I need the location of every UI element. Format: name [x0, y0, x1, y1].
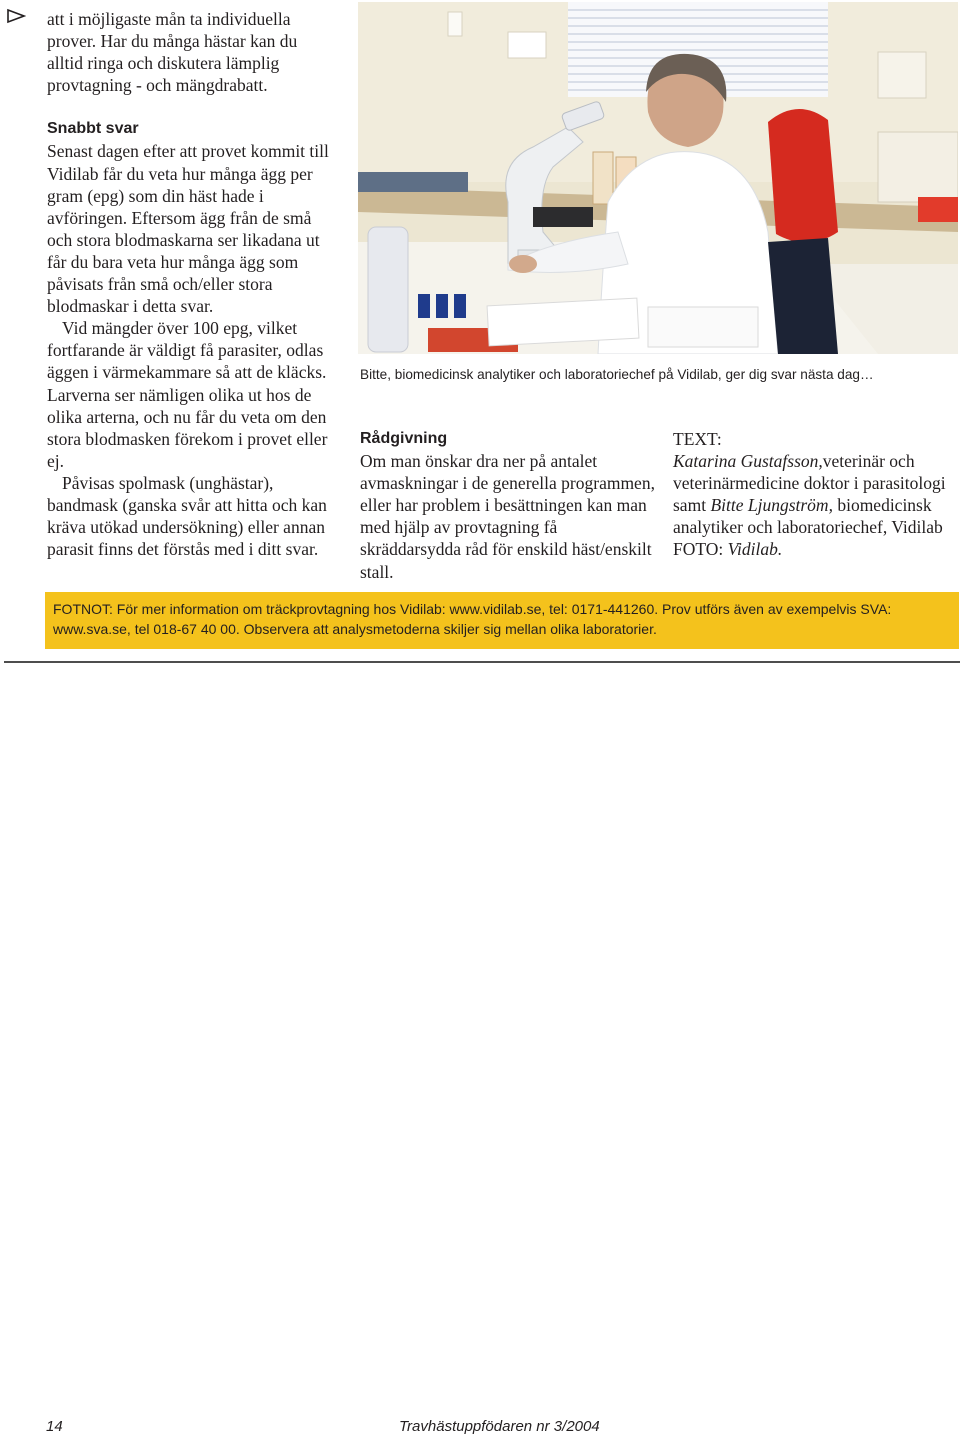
microscope-lab-illustration — [358, 2, 958, 354]
radgivning-paragraph: Om man önskar dra ner på antalet avmaskningar i de generella programmen, eller har problem i besättningen kan man med hjälp av provtagning få skräddarsydda råd för enskild häst/enskilt stall. — [360, 451, 655, 582]
text-credit — [673, 450, 960, 538]
body-paragraph-3: Påvisas spolmask (unghästar), bandmask (ganska svår att hitta och kan kräva utökad undersökning) eller annan parasit finns det förstås med i ditt svar. — [47, 472, 327, 560]
body-paragraph-2: Vid mängder över 100 epg, vilket fortfarande är väldigt få parasiter, odlas äggen i värmekammare så att de kläcks. Larverna ser nämligen olika ut hos de olika arterna, och nu får du veta om den stora blodmasken förekom i provet eller ej. — [47, 318, 328, 471]
left-column — [47, 8, 337, 560]
author-2-name: Bitte Ljungström, — [710, 495, 833, 516]
photo-credit — [673, 538, 960, 560]
laboratory-photo — [358, 2, 958, 354]
body-paragraph-1: Senast dagen efter att provet kommit till Vidilab får du veta hur många ägg per gram (epg) som din häst hade i avföringen. Eftersom ägg från de små och stora blodmaskarna ser likadana ut får du bara veta hur många ägg som påvisats från små och/eller stora blodmaskar i detta svar. — [47, 141, 329, 317]
horizontal-rule — [4, 661, 960, 663]
credits-column — [673, 428, 960, 561]
text-credit-label: TEXT: — [673, 429, 722, 449]
page-number: 14 — [46, 1418, 63, 1435]
photo-caption: Bitte, biomedicinsk analytiker och laboratoriechef på Vidilab, ger dig svar nästa dag… — [360, 367, 874, 382]
photo-credit-name: Vidilab. — [727, 539, 783, 560]
middle-column — [360, 428, 660, 583]
section-heading-radgivning: Rådgivning — [360, 430, 448, 447]
continuation-triangle-icon — [6, 8, 26, 24]
footnote-box — [45, 592, 959, 649]
author-2-role: biomedicinsk analytiker och laboratoriechef, Vidilab — [673, 495, 943, 538]
journal-issue: Travhästuppfödaren nr 3/2004 — [399, 1418, 600, 1435]
footnote-text: FOTNOT: För mer information om träckprovtagning hos Vidilab: www.vidilab.se, tel: 0171-441260. Prov utförs även av exempelvis SVA: www.sva.se, tel 018-67 40 00. Observera att analysmetoderna skiljer sig mellan olika laboratorier. — [53, 601, 892, 637]
section-heading-snabbt-svar: Snabbt svar — [47, 120, 139, 138]
author-1-role: veterinär och veterinärmedicine doktor i parasitologi samt — [673, 451, 946, 516]
author-1-name: Katarina Gustafsson, — [673, 451, 823, 472]
photo-credit-label: FOTO: — [673, 539, 724, 560]
intro-paragraph: att i möjligaste mån ta individuella prover. Har du många hästar kan du alltid ringa och diskutera lämplig provtagning - och mängdrabatt. — [47, 9, 298, 96]
